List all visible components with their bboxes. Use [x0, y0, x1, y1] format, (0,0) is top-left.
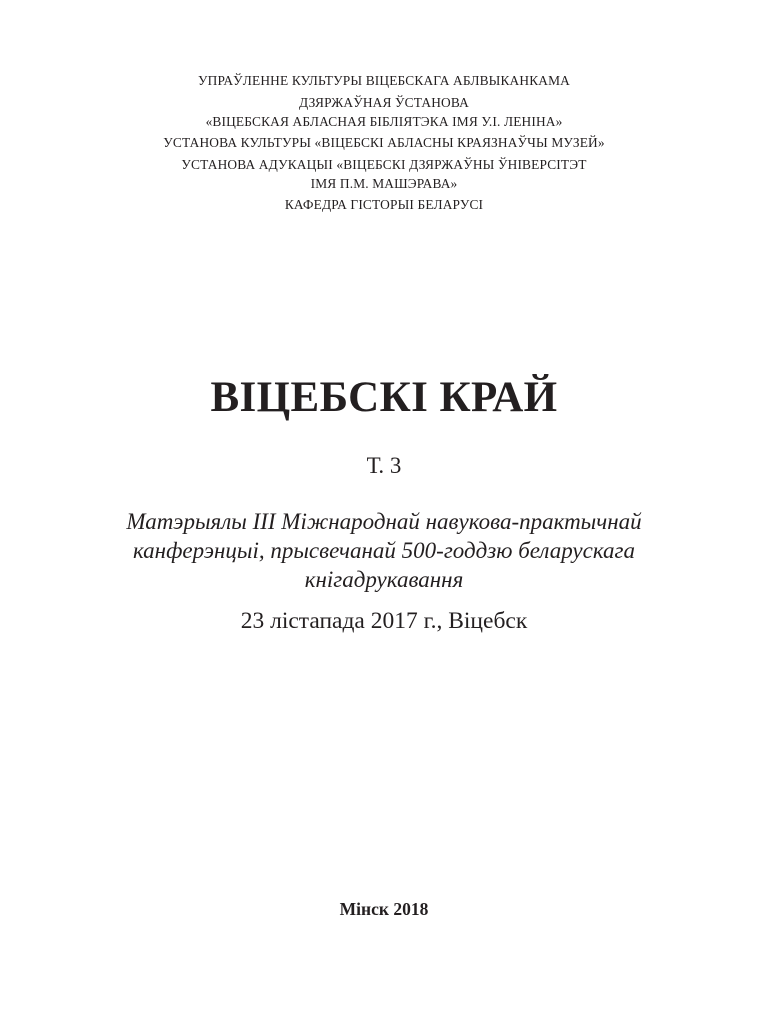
book-title: ВІЦЕБСКІ КРАЙ: [210, 374, 558, 421]
subtitle-line: кнігадрукавання: [304, 567, 464, 592]
conference-subtitle: [0, 507, 768, 594]
header-line-university-name: ІМЯ П.М. МАШЭРАВА»: [310, 176, 458, 191]
conference-date-place: 23 лістапада 2017 г., Віцебск: [240, 608, 528, 634]
volume-number: Т. 3: [366, 453, 402, 478]
organizations-header: [0, 69, 768, 217]
publication-imprint: Мінск 2018: [339, 899, 429, 919]
header-line-department: КАФЕДРА ГІСТОРЫІ БЕЛАРУСІ: [284, 197, 484, 212]
header-line-university: УСТАНОВА АДУКАЦЫІ «ВІЦЕБСКІ ДЗЯРЖАЎНЫ ЎНІВЕРСІТЭТ: [181, 157, 587, 172]
header-line-museum: УСТАНОВА КУЛЬТУРЫ «ВІЦЕБСКІ АБЛАСНЫ КРАЯЗНАЎЧЫ МУЗЕЙ»: [163, 135, 605, 150]
header-line-oblast-culture: УПРАЎЛЕННЕ КУЛЬТУРЫ ВІЦЕБСКАГА АБЛВЫКАНКАМА: [198, 73, 570, 88]
header-line-library: «ВІЦЕБСКАЯ АБЛАСНАЯ БІБЛІЯТЭКА ІМЯ У.І. ЛЕНІНА»: [205, 114, 563, 129]
header-line-state-institution: ДЗЯРЖАЎНАЯ ЎСТАНОВА: [299, 95, 469, 110]
subtitle-line: канферэнцыі, прысвечанай 500-годдзю беларускага: [133, 538, 635, 563]
subtitle-line: Матэрыялы ІІІ Міжнароднай навукова-практычнай: [126, 509, 642, 534]
